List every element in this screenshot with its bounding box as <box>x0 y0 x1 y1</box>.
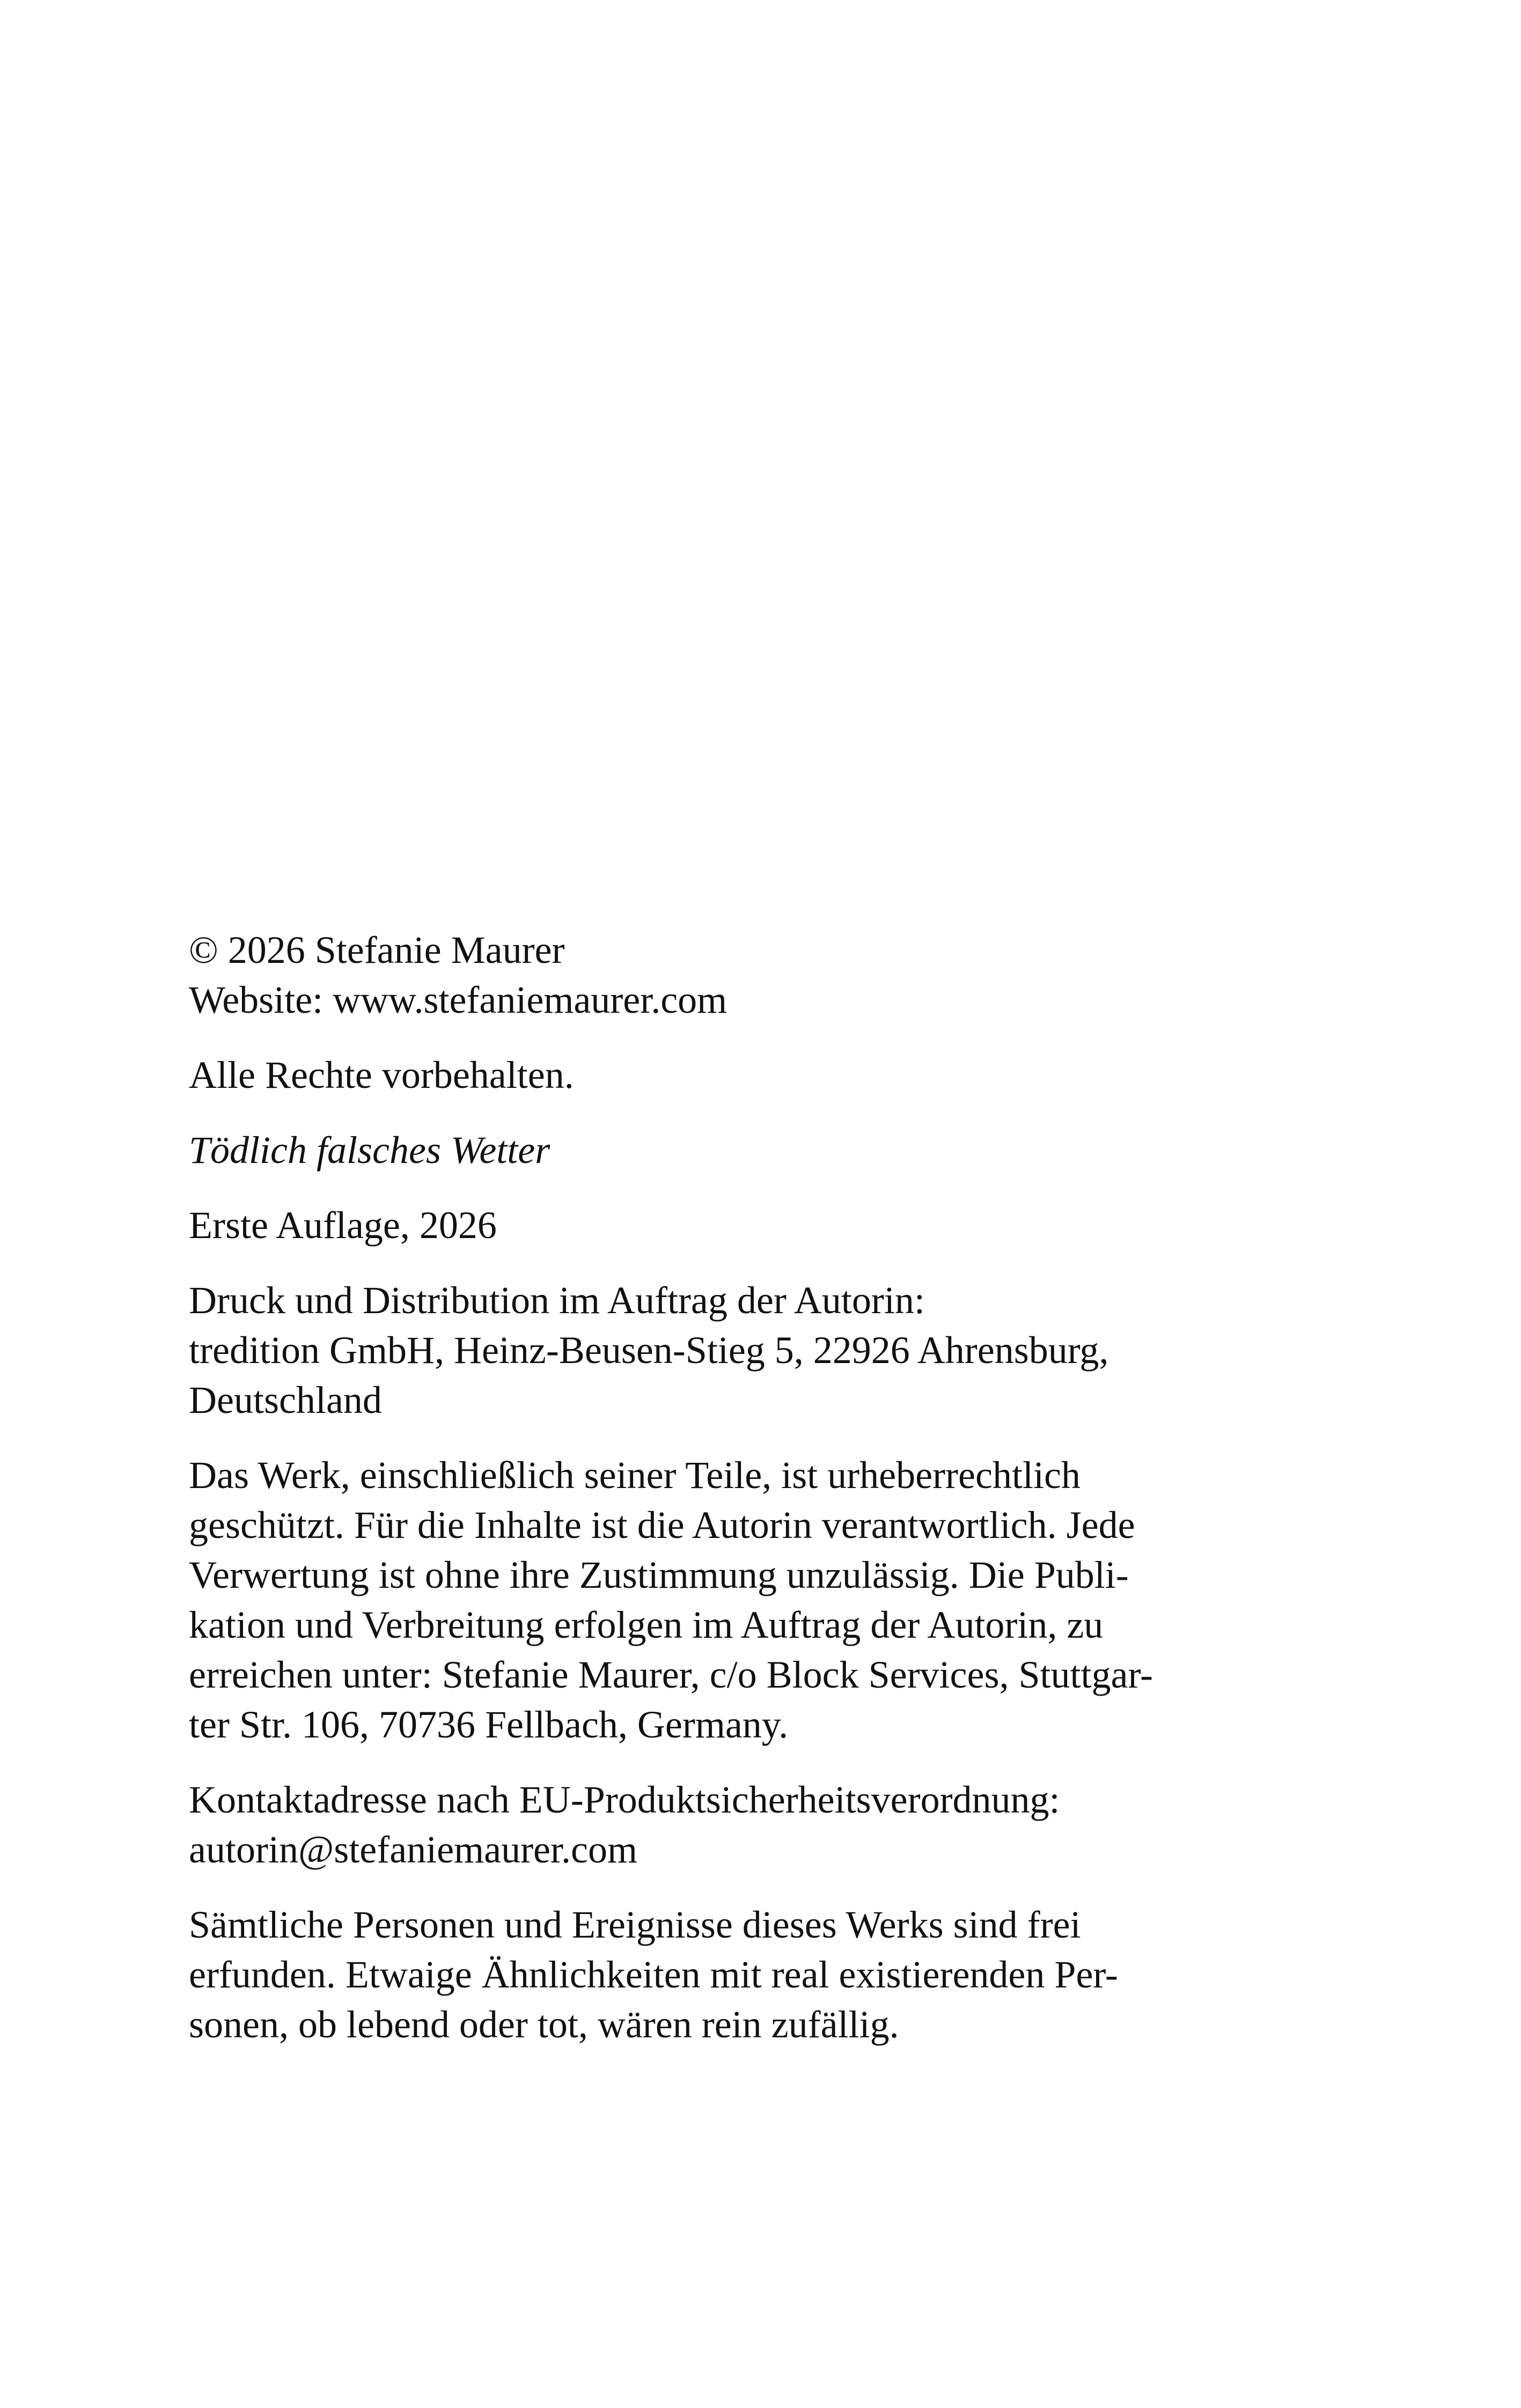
imprint-text <box>189 925 1294 2075</box>
legal-line: ter Str. 106, 70736 Fellbach, Germany. <box>189 1703 789 1746</box>
disclaimer-line: erfunden. Etwaige Ähnlichkeiten mit real existierenden Per- <box>189 1953 1118 1996</box>
legal-line: geschützt. Für die Inhalte ist die Autorin verantwortlich. Jede <box>189 1504 1135 1547</box>
disclaimer-block <box>189 1900 1294 2050</box>
copyright-block <box>189 925 1294 1025</box>
contact-email: autorin@stefaniemaurer.com <box>189 1828 637 1871</box>
legal-line: kation und Verbreitung erfolgen im Auftrag der Autorin, zu <box>189 1603 1104 1646</box>
contact-block <box>189 1775 1294 1875</box>
printing-line: Druck und Distribution im Auftrag der Autorin: <box>189 1279 925 1322</box>
legal-line: erreichen unter: Stefanie Maurer, c/o Block Services, Stuttgar- <box>189 1653 1153 1696</box>
printing-block <box>189 1276 1294 1425</box>
rights-statement: Alle Rechte vorbehalten. <box>189 1054 574 1096</box>
book-title: Tödlich falsches Wetter <box>189 1129 550 1172</box>
rights-block <box>189 1050 1294 1100</box>
contact-line: Kontaktadresse nach EU-Produktsicherheitsverordnung: <box>189 1778 1060 1821</box>
legal-block <box>189 1450 1294 1750</box>
disclaimer-line: sonen, ob lebend oder tot, wären rein zufällig. <box>189 2003 899 2046</box>
copyright-notice: © 2026 Stefanie Maurer <box>189 929 565 971</box>
printing-line: tredition GmbH, Heinz-Beusen-Stieg 5, 22926 Ahrensburg, <box>189 1329 1109 1372</box>
printing-line: Deutschland <box>189 1379 382 1422</box>
website-line: Website: www.stefaniemaurer.com <box>189 978 728 1021</box>
edition-block <box>189 1201 1294 1250</box>
legal-line: Das Werk, einschließlich seiner Teile, ist urheberrechtlich <box>189 1454 1081 1497</box>
title-block <box>189 1125 1294 1175</box>
disclaimer-line: Sämtliche Personen und Ereignisse dieses Werks sind frei <box>189 1903 1081 1946</box>
legal-line: Verwertung ist ohne ihre Zustimmung unzulässig. Die Publi- <box>189 1553 1129 1596</box>
edition-line: Erste Auflage, 2026 <box>189 1204 497 1247</box>
